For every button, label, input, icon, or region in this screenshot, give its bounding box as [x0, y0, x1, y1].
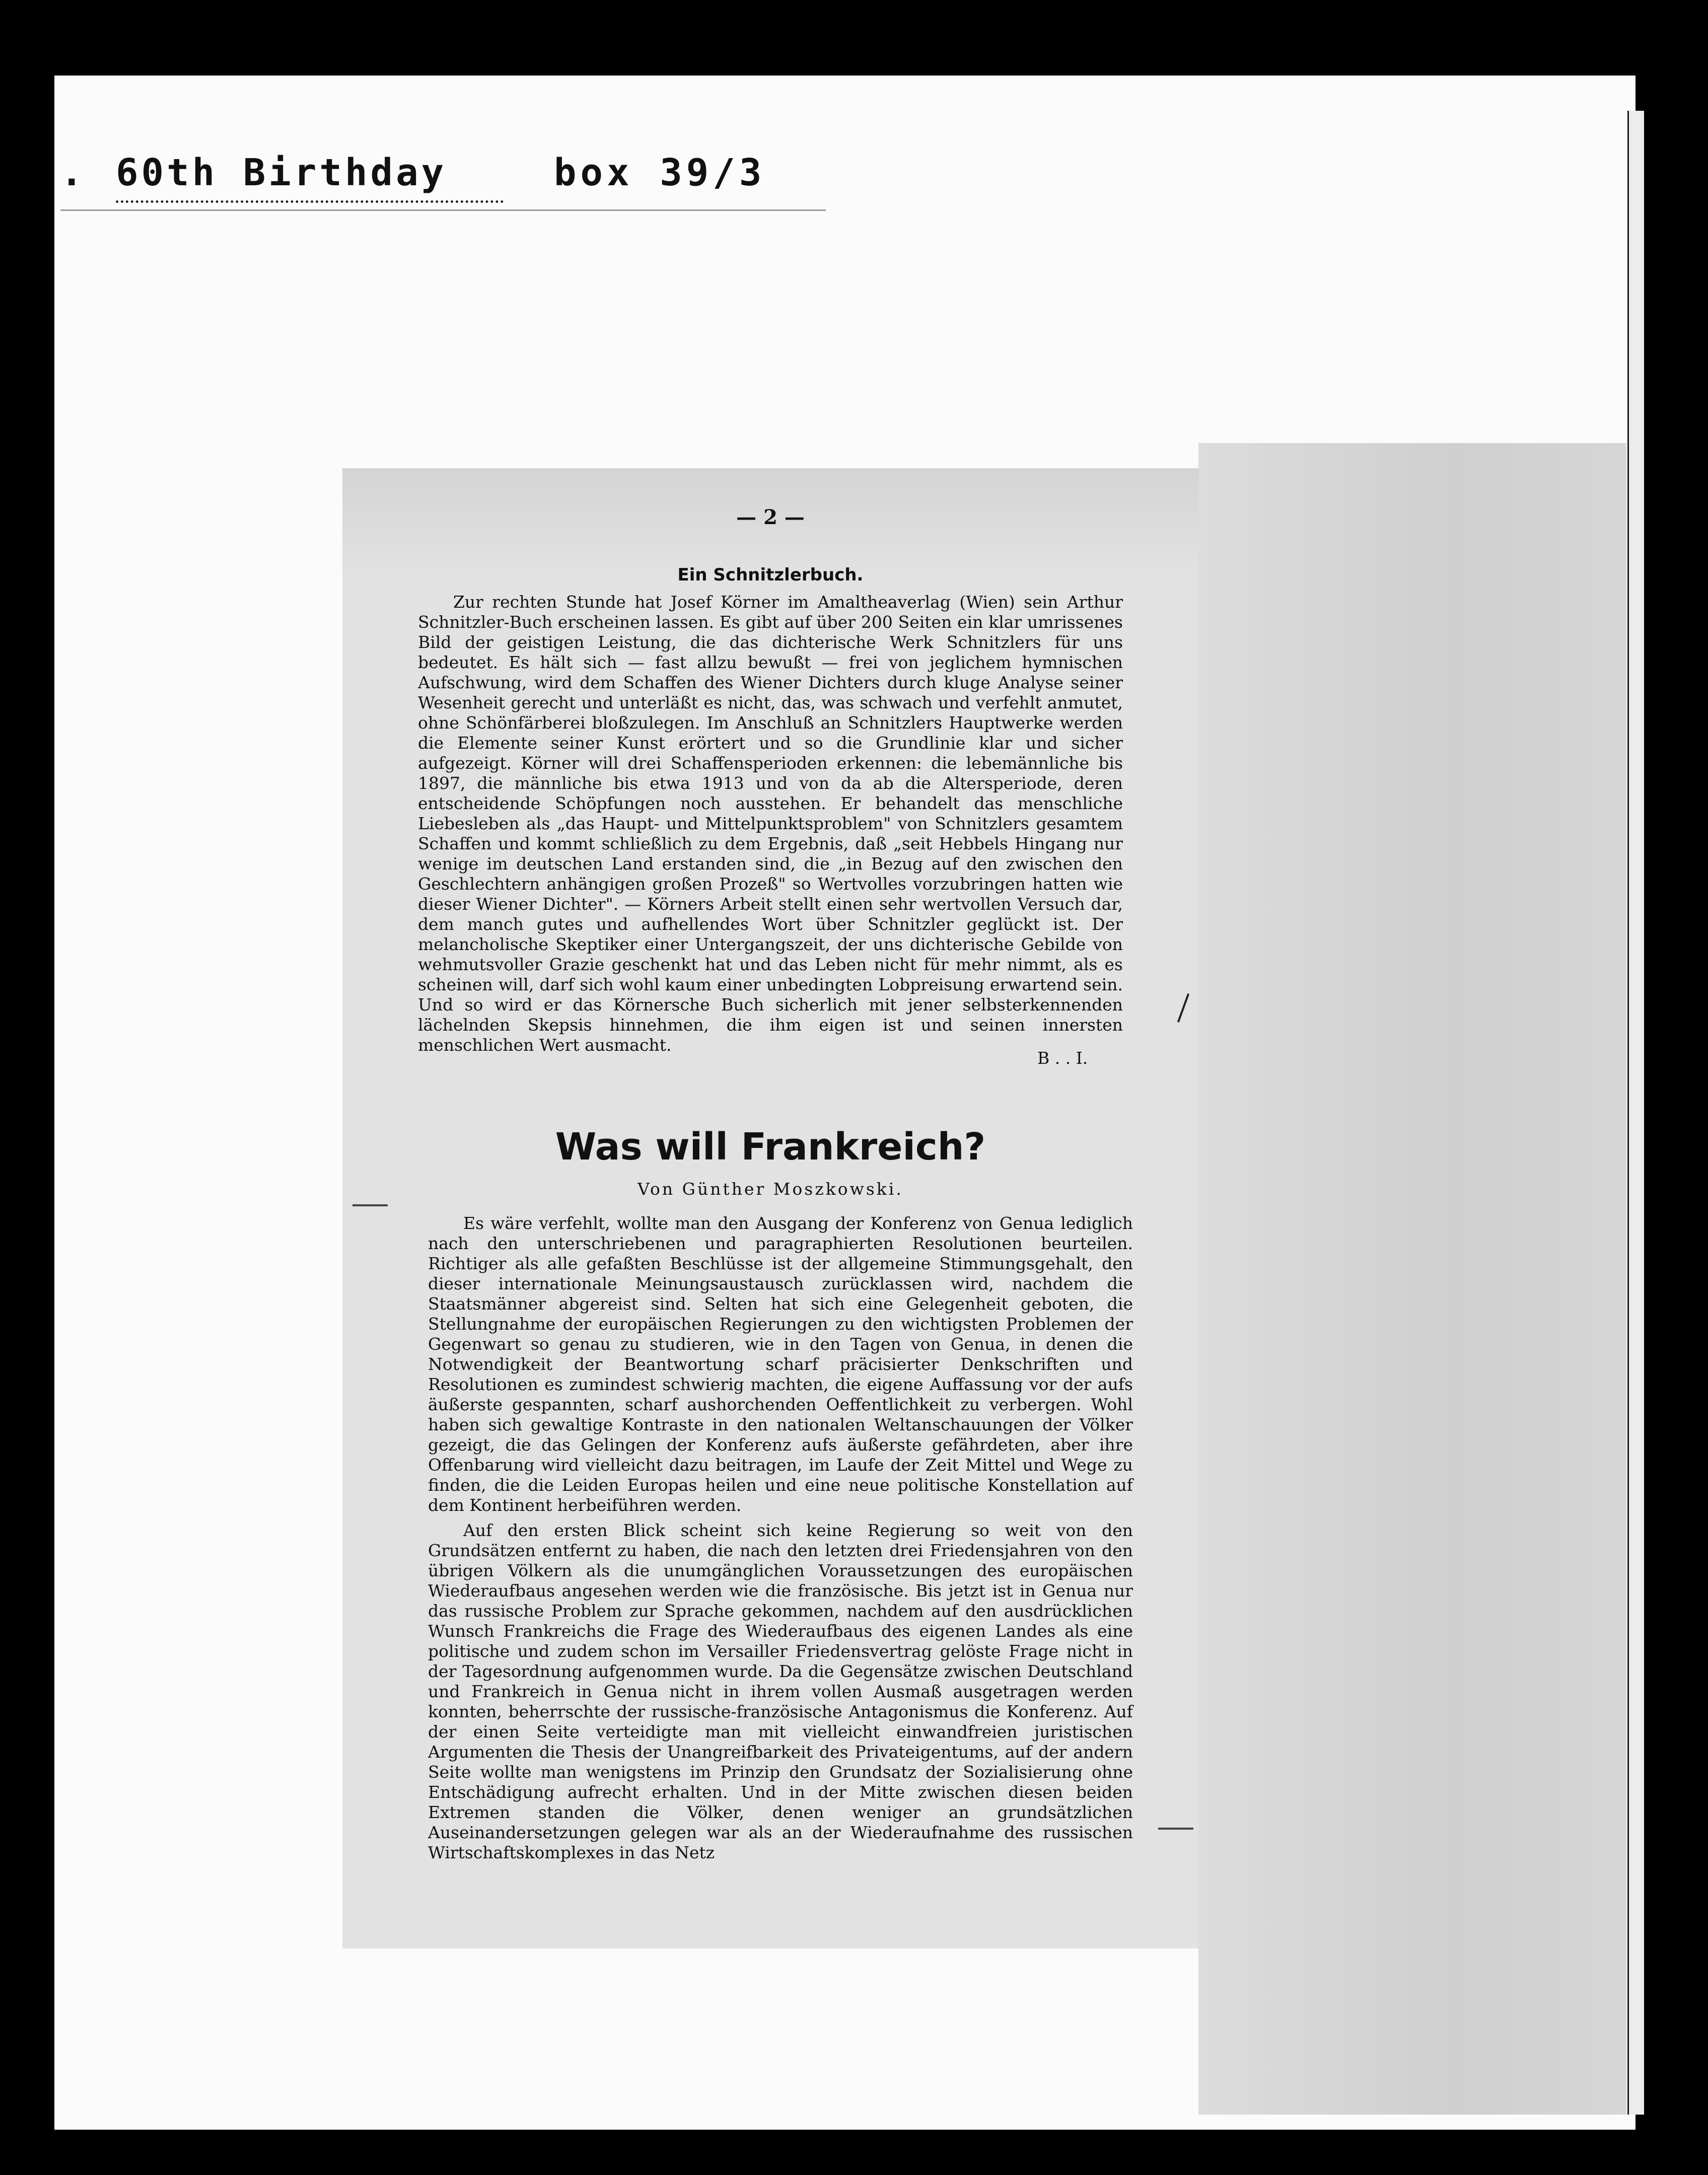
page-number: — 2 —: [736, 505, 805, 529]
box-label: box 39/3: [554, 151, 766, 194]
archive-header: [60, 151, 826, 211]
article2-byline: Von Günther Moszkowski.: [637, 1179, 903, 1199]
article2-title: Was will Frankreich?: [555, 1125, 986, 1169]
tear-mark: [1158, 1828, 1193, 1830]
newspaper-clipping: [342, 468, 1198, 1948]
header-title: 60th Birthday: [116, 151, 447, 194]
scan-shadow: [1198, 443, 1626, 2115]
article1-title: Ein Schnitzlerbuch.: [677, 565, 864, 585]
article1-text: Zur rechten Stunde hat Josef Körner im Amaltheaverlag (Wien) sein Arthur Schnitzler-Buch erscheinen lassen. Es gibt auf über 200 Seiten ein klar umrissenes Bild der geistigen Leistung, die das dichterische Werk Schnitzlers für uns bedeutet. Es hält sich — fast allzu bewußt — frei von jeglichem hymnischen Aufschwung, wird dem Schaffen des Wiener Dichters durch kluge Analyse seiner Wesenheit gerecht und unterläßt es nicht, das, was schwach und verfehlt anmutet, ohne Schönfärberei bloßzulegen. Im Anschluß an Schnitzlers Hauptwerke werden die Elemente seiner Kunst erörtert und so die Grundlinie klar und sicher aufgezeigt. Körner will drei Schaffensperioden erkennen: die lebemännliche bis 1897, die männliche bis etwa 1913 und von da ab die Altersperiode, deren entscheidende Schöpfungen noch ausstehen. Er behandelt das menschliche Liebesleben als „das Haupt- und Mittelpunktsproblem" von Schnitzlers gesamtem Schaffen und kommt schließlich zu dem Ergebnis, daß „seit Hebbels Hingang nur wenige im deutschen Land erstanden sind, die „in Bezug auf den zwischen den Geschlechtern anhängigen großen Prozeß" so Wertvolles vorzubringen hatten wie dieser Wiener Dichter". — Körners Arbeit stellt einen sehr wertvollen Versuch dar, dem manch gutes und aufhellendes Wort über Schnitzler geglückt ist. Der melancholische Skeptiker einer Untergangszeit, der uns dichterische Gebilde von wehmutsvoller Grazie geschenkt hat und das Leben nicht für mehr nimmt, als es scheinen will, darf sich wohl kaum einer unbedingten Lobpreisung erwartend sein. Und so wird er das Körnersche Buch sicherlich mit jener selbsterkennenden lächelnden Skepsis hinnehmen, die ihm eigen ist und seinen innersten menschlichen Wert ausmacht.: [418, 592, 1123, 1055]
article1-signature: B . . I.: [1037, 1048, 1088, 1068]
sheet-edge: [1627, 111, 1644, 2115]
article2-paragraph-1: Es wäre verfehlt, wollte man den Ausgang der Konferenz von Genua lediglich nach den unterschriebenen und paragraphierten Resolutionen beurteilen. Richtiger als alle gefaßten Beschlüsse ist der allgemeine Stimmungsgehalt, den dieser internationale Meinungsaustausch zurücklassen wird, nachdem die Staatsmänner abgereist sind. Selten hat sich eine Gelegenheit geboten, die Stellungnahme der europäischen Regierungen zu den wichtigsten Problemen der Gegenwart so genau zu studieren, wie in den Tagen von Genua, in denen die Notwendigkeit der Beantwortung scharf präcisierter Denkschriften und Resolutionen es zumindest schwierig machten, die eigene Auffassung vor der aufs äußerste gespannten, scharf aushorchenden Oeffentlichkeit zu verbergen. Wohl haben sich gewaltige Kontraste in den nationalen Weltanschauungen der Völker gezeigt, die das Gelingen der Konferenz aufs äußerste gefährdeten, aber ihre Offenbarung wird vielleicht dazu beitragen, im Laufe der Zeit Mittel und Wege zu finden, die die Leiden Europas heilen und eine neue politische Konstellation auf dem Kontinent herbeiführen werden.: [428, 1213, 1133, 1515]
article2-paragraph-2: Auf den ersten Blick scheint sich keine Regierung so weit von den Grundsätzen entfernt zu haben, die nach den letzten drei Friedensjahren von den übrigen Völkern als die unumgänglichen Voraussetzungen des europäischen Wiederaufbaus angesehen werden wie die französische. Bis jetzt ist in Genua nur das russische Problem zur Sprache gekommen, nachdem auf den ausdrücklichen Wunsch Frankreichs die Frage des Wiederaufbaus des eigenen Landes als eine politische und zudem schon im Versailler Friedensvertrag gelöste Frage nicht in der Tagesordnung aufgenommen wurde. Da die Gegensätze zwischen Deutschland und Frankreich in Genua nicht in ihrem vollen Ausmaß ausgetragen werden konnten, beherrschte der russische-französische Antagonismus die Konferenz. Auf der einen Seite verteidigte man mit vielleicht einwandfreien juristischen Argumenten die Thesis der Unangreifbarkeit des Privateigentums, auf der andern Seite wollte man wenigstens im Prinzip den Grundsatz der Sozialisierung ohne Entschädigung aufrecht erhalten. Und in der Mitte zwischen diesen beiden Extremen standen die Völker, denen weniger an grundsätzlichen Auseinandersetzungen gelegen war als an der Wiederaufnahme des russischen Wirtschaftskomplexes in das Netz: [428, 1520, 1133, 1862]
title-underline: [116, 200, 504, 203]
header-rule: [60, 209, 826, 211]
header-dot: .: [60, 151, 83, 194]
tear-mark: [352, 1204, 388, 1206]
